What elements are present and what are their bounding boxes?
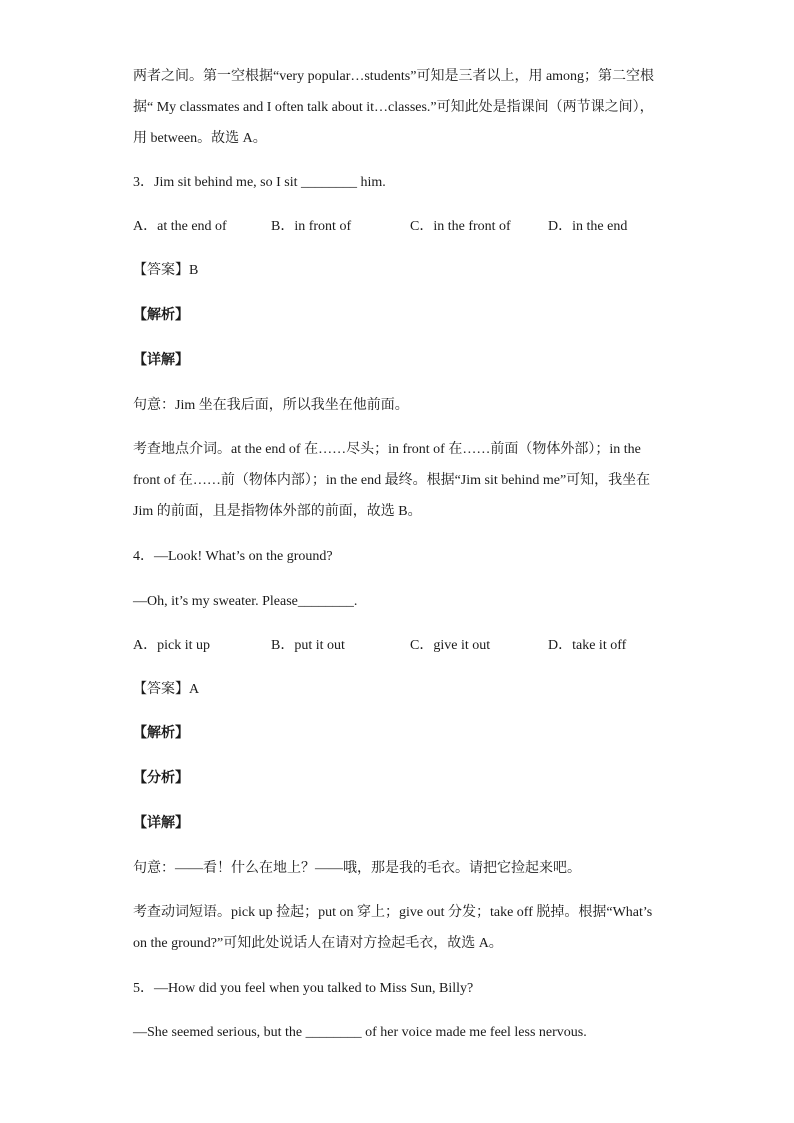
q3-explanation-line-1: 考查地点介词。at the end of 在……尽头；in front of 在……前面（物体外部）；in the (133, 442, 641, 457)
q3-analysis-tag: 【解析】 (133, 308, 189, 323)
q3-stem: 3．Jim sit behind me, so I sit ________ him. (133, 175, 386, 190)
q3-options (133, 218, 693, 236)
q4-option-d: D．take it off (548, 638, 627, 653)
q3-option-d: D．in the end (548, 219, 628, 234)
q3-explanation-line-3: Jim 的前面，且是指物体外部的前面，故选 B。 (133, 504, 422, 519)
q4-answer: 【答案】A (133, 682, 200, 697)
q4-stem: 4．—Look! What’s on the ground? (133, 549, 333, 564)
q2-explanation-line-1: 两者之间。第一空根据“very popular…students”可知是三者以上，用 among；第二空根 (133, 69, 655, 84)
q4-explanation-line-2: on the ground?”可知此处说话人在请对方捡起毛衣，故选 A。 (133, 936, 503, 951)
q5-stem: 5．—How did you feel when you talked to Miss Sun, Billy? (133, 981, 474, 996)
q4-option-a: A．pick it up (133, 638, 210, 653)
q3-detail-tag: 【详解】 (133, 353, 189, 368)
q4-detail-tag: 【详解】 (133, 816, 189, 831)
q3-option-a: A．at the end of (133, 219, 227, 234)
q4-explanation-line-1: 考查动词短语。pick up 捡起；put on 穿上；give out 分发；take off 脱掉。根据“What’s (133, 905, 653, 920)
q4-stem-reply: —Oh, it’s my sweater. Please________. (133, 594, 358, 609)
q2-explanation-line-3: 用 between。故选 A。 (133, 131, 267, 146)
q3-option-b: B．in front of (271, 219, 352, 234)
q4-meaning: 句意：——看！什么在地上？——哦，那是我的毛衣。请把它捡起来吧。 (133, 861, 581, 876)
q2-explanation-line-2: 据“ My classmates and I often talk about it…classes.”可知此处是指课间（两节课之间）， (133, 100, 654, 115)
q3-meaning: 句意：Jim 坐在我后面，所以我坐在他前面。 (133, 398, 409, 413)
q3-answer: 【答案】B (133, 263, 199, 278)
q4-options (133, 637, 693, 655)
q4-option-b: B．put it out (271, 638, 345, 653)
q4-fenxi-tag: 【分析】 (133, 771, 189, 786)
q3-option-c: C．in the front of (410, 219, 511, 234)
q5-stem-reply: —She seemed serious, but the ________ of her voice made me feel less nervous. (133, 1025, 587, 1040)
q3-explanation-line-2: front of 在……前（物体内部）；in the end 最终。根据“Jim sit behind me”可知，我坐在 (133, 473, 651, 488)
q4-option-c: C．give it out (410, 638, 491, 653)
q4-analysis-tag: 【解析】 (133, 726, 189, 741)
